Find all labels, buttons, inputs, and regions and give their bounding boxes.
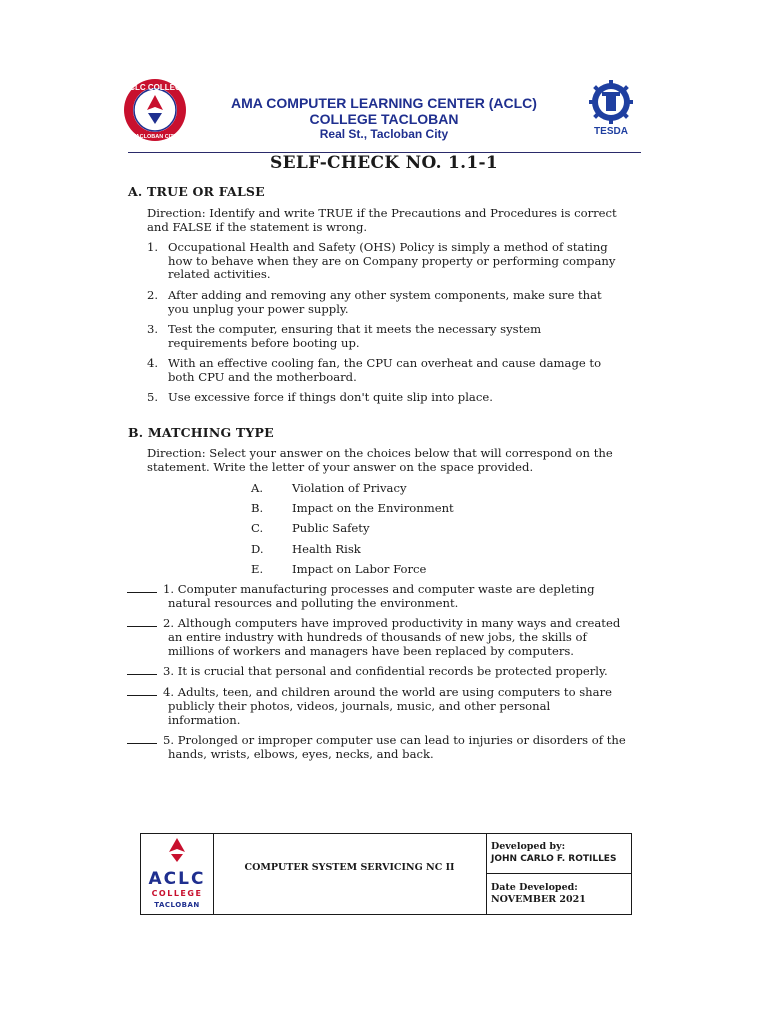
choice-text: Violation of Privacy — [292, 481, 407, 495]
org-campus: COLLEGE TACLOBAN — [309, 111, 459, 127]
item-continuation — [168, 631, 643, 658]
list-item — [168, 391, 643, 405]
org-address: Real St., Tacloban City — [319, 127, 449, 141]
logo-ring-text-top: ACLC COLLEGE — [123, 83, 187, 92]
list-item — [127, 686, 643, 700]
answer-blank[interactable] — [127, 617, 157, 627]
choice-letter: E. — [251, 562, 264, 576]
item-line: information. — [168, 712, 241, 727]
section-b-heading: B. MATCHING TYPE — [128, 425, 274, 440]
list-item — [127, 734, 643, 748]
answer-blank[interactable] — [127, 583, 157, 593]
org-name: AMA COMPUTER LEARNING CENTER (ACLC) — [231, 95, 537, 111]
list-item — [168, 323, 643, 350]
footer-info-cell — [487, 834, 631, 914]
item-line: Test the computer, ensuring that it meets the necessary system — [168, 322, 542, 336]
choice-letter: B. — [251, 501, 264, 515]
item-number: 4. — [147, 356, 159, 370]
tesda-label: TESDA — [594, 126, 628, 136]
footer-logo-aclc: ACLC — [148, 869, 206, 889]
answer-blank[interactable] — [127, 665, 157, 675]
direction-line: Direction: Identify and write TRUE if the Precautions and Procedures is correct — [147, 206, 617, 220]
item-line: 4. Adults, teen, and children around the world are using computers to share — [163, 685, 612, 699]
answer-blank[interactable] — [127, 686, 157, 696]
course-name: COMPUTER SYSTEM SERVICING NC II — [244, 862, 455, 873]
item-line: 5. Prolonged or improper computer use can lead to injuries or disorders of the — [163, 733, 626, 747]
item-number: 5. — [147, 390, 159, 404]
date-developed-label: Date Developed: — [491, 882, 578, 893]
section-b-direction — [147, 447, 643, 474]
choice-letter: A. — [251, 481, 264, 495]
item-number: 2. — [147, 288, 159, 302]
item-line: 2. Although computers have improved productivity in many ways and created — [163, 616, 621, 630]
list-item — [168, 241, 643, 282]
item-line: requirements before booting up. — [168, 335, 360, 350]
footer-table — [140, 833, 632, 915]
item-line: both CPU and the motherboard. — [168, 369, 357, 384]
item-line: 3. It is crucial that personal and confidential records be protected properly. — [163, 664, 608, 678]
item-number: 1. — [147, 240, 159, 254]
item-continuation — [168, 700, 643, 727]
item-line: millions of workers and managers have been replaced by computers. — [168, 643, 574, 658]
list-item — [168, 289, 643, 316]
list-item — [127, 617, 643, 631]
developed-by-label: Developed by: — [491, 841, 566, 852]
list-item — [127, 665, 643, 679]
answer-blank[interactable] — [127, 734, 157, 744]
item-line: With an effective cooling fan, the CPU can overheat and cause damage to — [168, 356, 602, 370]
choice-letter: C. — [251, 521, 264, 535]
item-number: 3. — [147, 322, 159, 336]
footer-divider — [487, 873, 631, 874]
item-line: hands, wrists, elbows, eyes, necks, and back. — [168, 747, 434, 761]
item-line: publicly their photos, videos, journals, music, and other personal — [168, 699, 551, 713]
footer-course-cell — [213, 834, 487, 914]
choice-text: Impact on Labor Force — [292, 562, 427, 576]
logo-ring-text-bottom: TACLOBAN CITY — [132, 134, 178, 140]
choice-text: Health Risk — [292, 542, 361, 556]
developer-name: JOHN CARLO F. ROTILLES — [491, 854, 617, 864]
direction-line: statement. Write the letter of your answer on the space provided. — [147, 459, 534, 474]
footer-logo — [141, 834, 213, 914]
item-line: After adding and removing any other system components, make sure that — [168, 288, 602, 302]
list-item — [127, 583, 643, 597]
item-line: natural resources and polluting the environment. — [168, 596, 459, 610]
item-line: how to behave when they are on Company property or performing company — [168, 253, 616, 268]
section-a-heading: A. TRUE OR FALSE — [128, 184, 265, 199]
date-developed: NOVEMBER 2021 — [491, 894, 586, 905]
item-line: 1. Computer manufacturing processes and computer waste are depleting — [163, 582, 595, 596]
item-line: Use excessive force if things don't quite slip into place. — [168, 390, 493, 404]
footer-logo-college: COLLEGE — [151, 889, 203, 898]
list-item — [168, 357, 643, 384]
page-title: SELF-CHECK NO. 1.1-1 — [270, 153, 498, 173]
item-continuation — [168, 748, 643, 762]
item-line: related activities. — [168, 267, 271, 282]
section-a-direction — [147, 207, 643, 234]
footer-logo-tacloban: TACLOBAN — [154, 901, 200, 909]
item-line: you unplug your power supply. — [168, 301, 349, 316]
item-continuation — [168, 597, 643, 611]
direction-line: Direction: Select your answer on the choices below that will correspond on the — [147, 446, 613, 460]
item-line: an entire industry with hundreds of thousands of new jobs, the skills of — [168, 630, 587, 644]
tesda-logo — [578, 80, 644, 136]
choice-letter: D. — [251, 542, 264, 556]
choice-text: Public Safety — [292, 521, 370, 535]
direction-line: and FALSE if the statement is wrong. — [147, 219, 368, 234]
item-line: Occupational Health and Safety (OHS) Policy is simply a method of stating — [168, 240, 608, 254]
footer-logo-cell — [141, 834, 214, 914]
choice-text: Impact on the Environment — [292, 501, 454, 515]
